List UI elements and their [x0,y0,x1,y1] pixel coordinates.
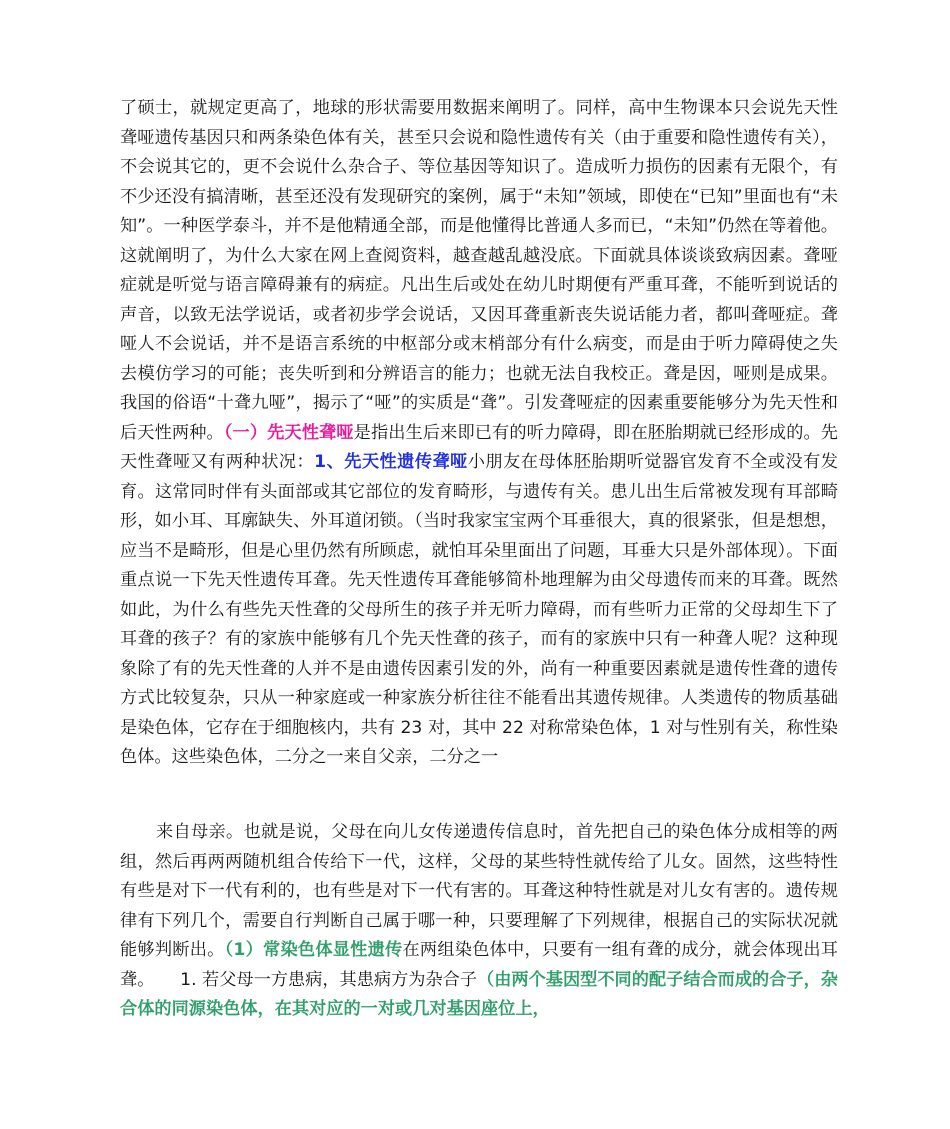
heterozygote-definition: （由两个基因型不同的配子结合而成的合子，杂合体的同源染色体，在其对应的一对或几对基因座位上， [120,969,838,1019]
paragraph-2 [120,818,838,1025]
text-run: 来自母亲。也就是说，父母在向儿女传递遗传信息时，首先把自己的染色体分成相等的两组，然后再两两随机组合传给下一代，这样，父母的某些特性就传给了儿女。固然，这些特性有些是对下一代有利的，也有些是对下一代有害的。耳聋这种特性就是对儿女有害的。遗传规律有下列几个，需要自行判断自己属于哪一种，只要理解了下列规律，根据自己的实际状况就能够判断出。 [120,822,838,960]
paragraph-1 [120,94,838,773]
text-run: 了硕士，就规定更高了，地球的形状需要用数据来阐明了。同样，高中生物课本只会说先天性聋哑遗传基因只和两条染色体有关，甚至只会说和隐性遗传有关（由于重要和隐性遗传有关），不会说其它的，更不会说什么杂合子、等位基因等知识了。造成听力损伤的因素有无限个，有不少还没有搞清晰，甚至还没有发现研究的案例，属于“未知”领域，即使在“已知”里面也有“未知”。一种医学泰斗，并不是他精通全部，而是他懂得比普通人多而已，“未知”仍然在等着他。这就阐明了，为什么大家在网上查阅资料，越查越乱越没底。下面就具体谈谈致病因素。聋哑症就是听觉与语言障碍兼有的病症。凡出生后或处在幼儿时期便有严重耳聋，不能听到说话的声音，以致无法学说话，或者初步学会说话，又因耳聋重新丧失说话能力者，都叫聋哑症。聋哑人不会说话，并不是语言系统的中枢部分或末梢部分有什么病变，而是由于听力障碍使之失去模仿学习的可能；丧失听到和分辨语言的能力；也就无法自我校正。聋是因，哑则是成果。我国的俗语“十聋九哑”，揭示了“哑”的实质是“聋”。引发聋哑症的因素重要能够分为先天性和后天性两种。 [120,98,838,443]
text-run: 小朋友在母体胚胎期听觉器官发育不全或没有发育。这常同时伴有头面部或其它部位的发育畸形，与遗传有关。患儿出生后常被发现有耳部畸形，如小耳、耳廓缺失、外耳道闭锁。（当时我家宝宝两个耳垂很大，真的很紧张，但是想想，应当不是畸形，但是心里仍然有所顾虑，就怕耳朵里面出了问题，耳垂大只是外部体现）。下面重点说一下先天性遗传耳聋。先天性遗传耳聋能够简朴地理解为由父母遗传而来的耳聋。既然如此，为什么有些先天性聋的父母所生的孩子并无听力障碍，而有些听力正常的父母却生下了耳聋的孩子？有的家族中能够有几个先天性聋的孩子，而有的家族中只有一种聋人呢？这种现象除了有的先天性聋的人并不是由遗传因素引发的外，尚有一种重要因素就是遗传性聋的遗传方式比较复杂，只从一种家庭或一种家族分析往往不能看出其遗传规律。人类遗传的物质基础是染色体，它存在于细胞核内，共有 23 对，其中 22 对称常染色体，1 对与性别有关，称性染色体。这些染色体，二分之一来自父亲，二分之一 [120,452,838,767]
text-run: 是指出生后来即已有的听力障碍，即在胚胎期就已经形成的。先天性聋哑又有两种状况： [120,422,838,472]
heading-hereditary-deafness: 1、先天性遗传聋哑 [314,452,468,472]
heading-autosomal-dominant: （1）常染色体显性遗传 [224,940,403,960]
text-run: 在两组染色体中，只要有一组有聋的成分，就会体现出耳聋。 1. 若父母一方患病，其患病方为杂合子 [120,940,838,990]
heading-congenital-deafness: （一）先天性聋哑 [223,422,354,443]
